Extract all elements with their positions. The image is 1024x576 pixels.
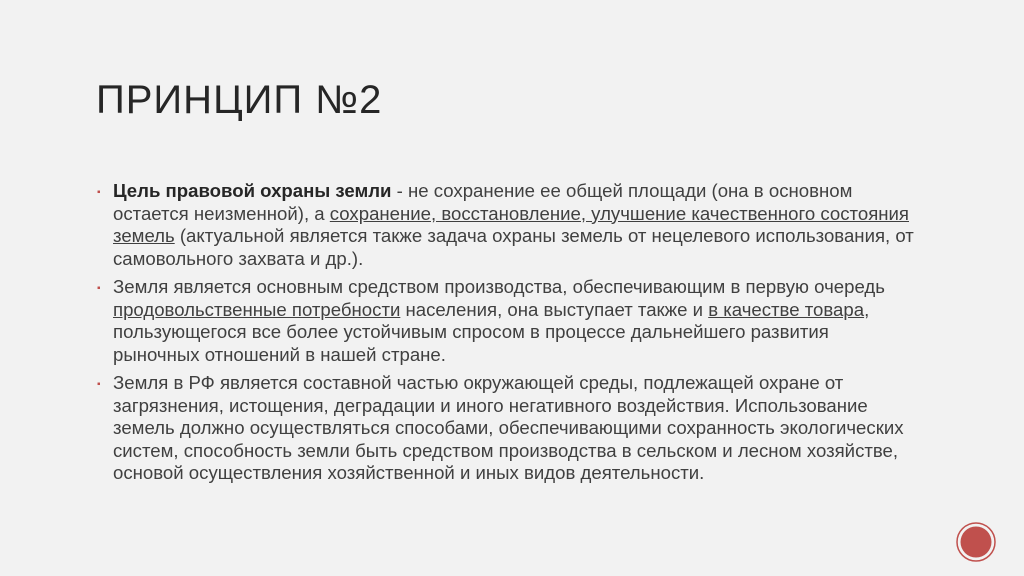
slide-title: ПРИНЦИП №2 — [96, 78, 383, 122]
paragraph-text: населения, она выступает также и — [400, 298, 709, 320]
paragraph-text: Земля в РФ является составной частью окружающей среды, подлежащей охране от загрязнения, истощения, деградации и иного негативного воздействия. Использование земель должно осуществляться способами, обеспечивающими сохранность экологических систем, способность земли быть средством производства в сельском и лесном хозяйстве, основой осуществления хозяйственной и иных видов деятельности. — [113, 372, 904, 483]
paragraph-text: , пользующегося все более устойчивым спросом в процессе дальнейшего развития рыночных отношений в нашей стране. — [113, 298, 870, 365]
underlined-link[interactable]: в качестве товара — [708, 298, 865, 320]
paragraph-text: - не сохранение ее общей площади (она в основном остается неизменной), а — [113, 180, 853, 224]
bullet-paragraph-2 — [96, 276, 916, 366]
underlined-link[interactable]: продовольственные потребности — [113, 298, 401, 320]
bullet-paragraph-1 — [96, 180, 916, 270]
underlined-link[interactable]: сохранение, восстановление, улучшение качественного состояния земель — [113, 202, 909, 246]
bullet-paragraph-3 — [96, 372, 916, 485]
slide-body — [96, 180, 916, 491]
square-bullet-icon: ▪ — [97, 283, 101, 294]
paragraph-text: (актуальной является также задача охраны земель от нецелевого использования, от самовольного захвата и др.). — [113, 225, 914, 269]
square-bullet-icon: ▪ — [97, 379, 101, 390]
square-bullet-icon: ▪ — [97, 187, 101, 198]
bold-phrase: Цель правовой охраны земли — [113, 180, 392, 201]
slide-number-badge-icon — [956, 522, 996, 562]
paragraph-text: Земля является основным средством производства, обеспечивающим в первую очередь — [113, 276, 885, 297]
